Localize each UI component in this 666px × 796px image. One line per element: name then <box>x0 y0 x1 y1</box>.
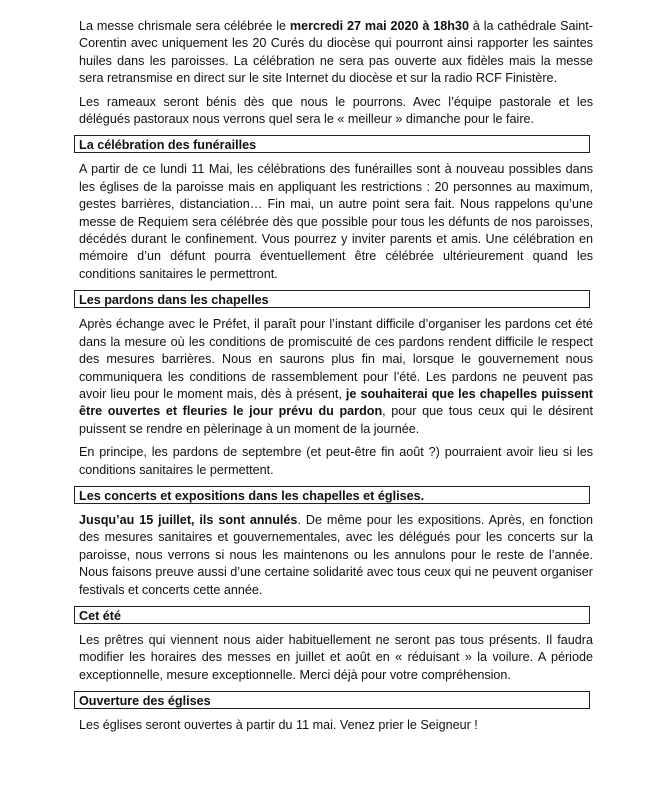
churches-opening-paragraph: Les églises seront ouvertes à partir du 11 mai. Venez prier le Seigneur ! <box>79 718 478 733</box>
section-heading-funerals: La célébration des funérailles <box>74 135 590 153</box>
pardons-paragraph-1 <box>79 316 593 438</box>
document-body <box>79 18 593 741</box>
summer-paragraph: Les prêtres qui viennent nous aider habituellement ne seront pas tous présents. Il faudra modifier les horaires des messes en juillet et août en « réduisant » la voilure. A période exceptionnelle, mesure exceptionnelle. Merci déjà pour votre compréhension. <box>79 632 593 682</box>
funerals-paragraph: A partir de ce lundi 11 Mai, les célébrations des funérailles sont à nouveau possibles dans les églises de la paroisse mais en appliquant les restrictions : 20 personnes au maximum, gestes barrières, distanciation… Fin mai, un autre point sera fait. Nous rappelons qu’une messe de Requiem sera célébrée dès que possible pour tous les défunts de nos paroisses, décédés durant le confinement. Vous pourrez y inviter parents et amis. Une célébration en mémoire d’un défunt pourra éventuellement être célébrée ultérieurement quand les conditions sanitaires le permettront. <box>79 162 593 281</box>
text-run: . De même pour les expositions. Après, en fonction des mesures sanitaires et gouvernementales, avec les délégués pour les concerts sur la paroisse, nous verrons si nous les maintenons ou les annulons pour le reste de l’année. Nous faisons preuve aussi d’une certaine solidarité avec tous ceux qui ne peuvent organiser festivals et concerts cette année. <box>79 512 593 597</box>
text-run: Après échange avec le Préfet, il paraît pour l’instant difficile d’organiser les pardons cet été dans la mesure où les conditions de promiscuité de ces pardons rendent difficile le respect des mesures barrières. Nous en saurons plus fin mai, lorsque le gouvernement nous communiquera les conditions de rassemblement pour l’été. Les pardons ne peuvent pas avoir lieu pour le moment mais, dès à présent, <box>79 317 593 401</box>
section-heading-summer: Cet été <box>74 606 590 624</box>
intro-paragraph-palms <box>79 94 593 129</box>
pardons-paragraph-2: En principe, les pardons de septembre (et peut-être fin août ?) pourraient avoir lieu si les conditions sanitaires le permettent. <box>79 445 593 477</box>
intro-paragraph-chrism-mass <box>79 18 593 88</box>
bold-date: mercredi 27 mai 2020 à 18h30 <box>289 19 469 33</box>
section-heading-pardons: Les pardons dans les chapelles <box>74 290 590 308</box>
text-run: , pour que tous ceux qui le désirent puissent se rendre en pèlerinage à un moment de la journée. <box>79 404 593 436</box>
bold-chapels-open: je souhaiterai que les chapelles puissent être ouvertes et fleuries le jour prévu du pardon <box>79 386 593 419</box>
concerts-paragraph <box>79 512 593 599</box>
section-heading-churches-opening: Ouverture des églises <box>74 691 590 709</box>
text-run: La messe chrismale sera célébrée le <box>79 19 290 33</box>
section-heading-concerts: Les concerts et expositions dans les chapelles et églises. <box>74 486 590 504</box>
text-run: à la cathédrale Saint-Corentin avec uniquement les 20 Curés du diocèse qui pourront ainsi rapporter les saintes huiles dans les paroisses. La célébration ne sera pas ouverte aux fidèles mais la messe sera retransmise en direct sur le site Internet du diocèse et sur la radio RCF Finistère. <box>79 19 593 86</box>
text-run: Les rameaux seront bénis dès que nous le pourrons. Avec l’équipe pastorale et les délégués pastoraux nous verrons quel sera le « meilleur » dimanche pour le faire. <box>79 94 593 127</box>
bold-cancelled: Jusqu’au 15 juillet, ils sont annulés <box>79 512 298 527</box>
